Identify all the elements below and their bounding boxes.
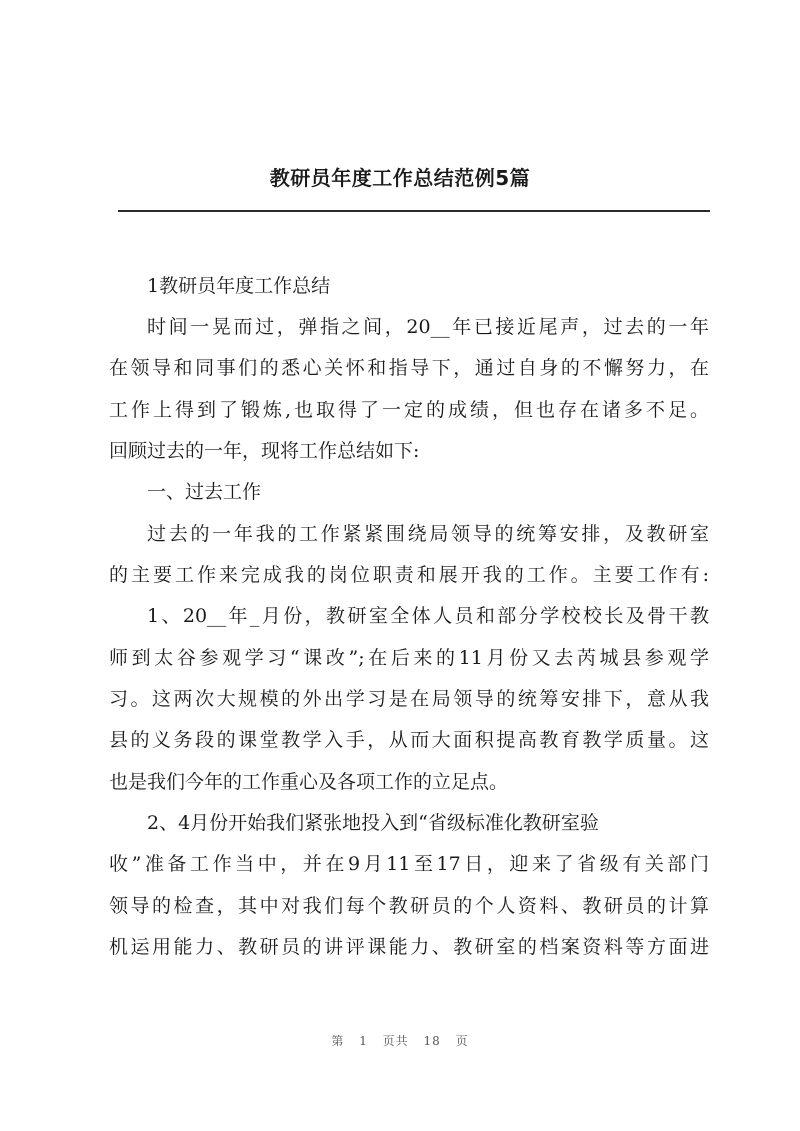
paragraph-line: 在领导和同事们的悉心关怀和指导下，通过自身的不懈努力，在	[109, 357, 709, 379]
paragraph-line: 1、20__年_月份，教研室全体人员和部分学校校长及骨干教	[147, 605, 709, 627]
paragraph-line: 工作上得到了锻炼,也取得了一定的成绩，但也存在诸多不足。	[109, 399, 709, 421]
paragraph-line: 机运用能力、教研员的讲评课能力、教研室的档案资料等方面进	[109, 936, 709, 958]
paragraph-line: 习。这两次大规模的外出学习是在局领导的统筹安排下，意从我	[109, 688, 709, 710]
paragraph-line: 领导的检查，其中对我们每个教研员的个人资料、教研员的计算	[109, 895, 709, 917]
document-title: 教研员年度工作总结范例5篇	[269, 166, 531, 190]
paragraph-line: 县的义务段的课堂教学入手，从而大面积提高教育教学质量。这	[109, 729, 709, 751]
sub-heading: 一、过去工作	[147, 481, 262, 503]
paragraph-line: 也是我们今年的工作重心及各项工作的立足点。	[109, 771, 509, 793]
footer-total-pages: 18	[423, 1034, 441, 1048]
paragraph-line: 的主要工作来完成我的岗位职责和展开我的工作。主要工作有:	[109, 564, 709, 586]
paragraph-line: 回顾过去的一年，现将工作总结如下:	[109, 440, 420, 462]
paragraph-line: 2、4月份开始我们紧张地投入到“省级标准化教研室验	[147, 812, 599, 834]
paragraph-line: 过去的一年我的工作紧紧围绕局领导的统筹安排，及教研室	[147, 523, 709, 545]
paragraph-line: 收”准备工作当中，并在9月11至17日，迎来了省级有关部门	[109, 853, 709, 875]
page-footer	[0, 1032, 800, 1049]
paragraph-line: 时间一晃而过，弹指之间，20__年已接近尾声，过去的一年	[147, 316, 709, 338]
section-heading: 1教研员年度工作总结	[147, 275, 331, 297]
footer-suffix: 页	[455, 1034, 469, 1048]
paragraph-line: 师到太谷参观学习“课改”;在后来的11月份又去芮城县参观学	[109, 647, 709, 669]
footer-page-number: 1	[359, 1034, 368, 1048]
footer-middle: 页共	[382, 1034, 409, 1048]
title-underline	[118, 210, 710, 212]
footer-prefix: 第	[331, 1034, 345, 1048]
